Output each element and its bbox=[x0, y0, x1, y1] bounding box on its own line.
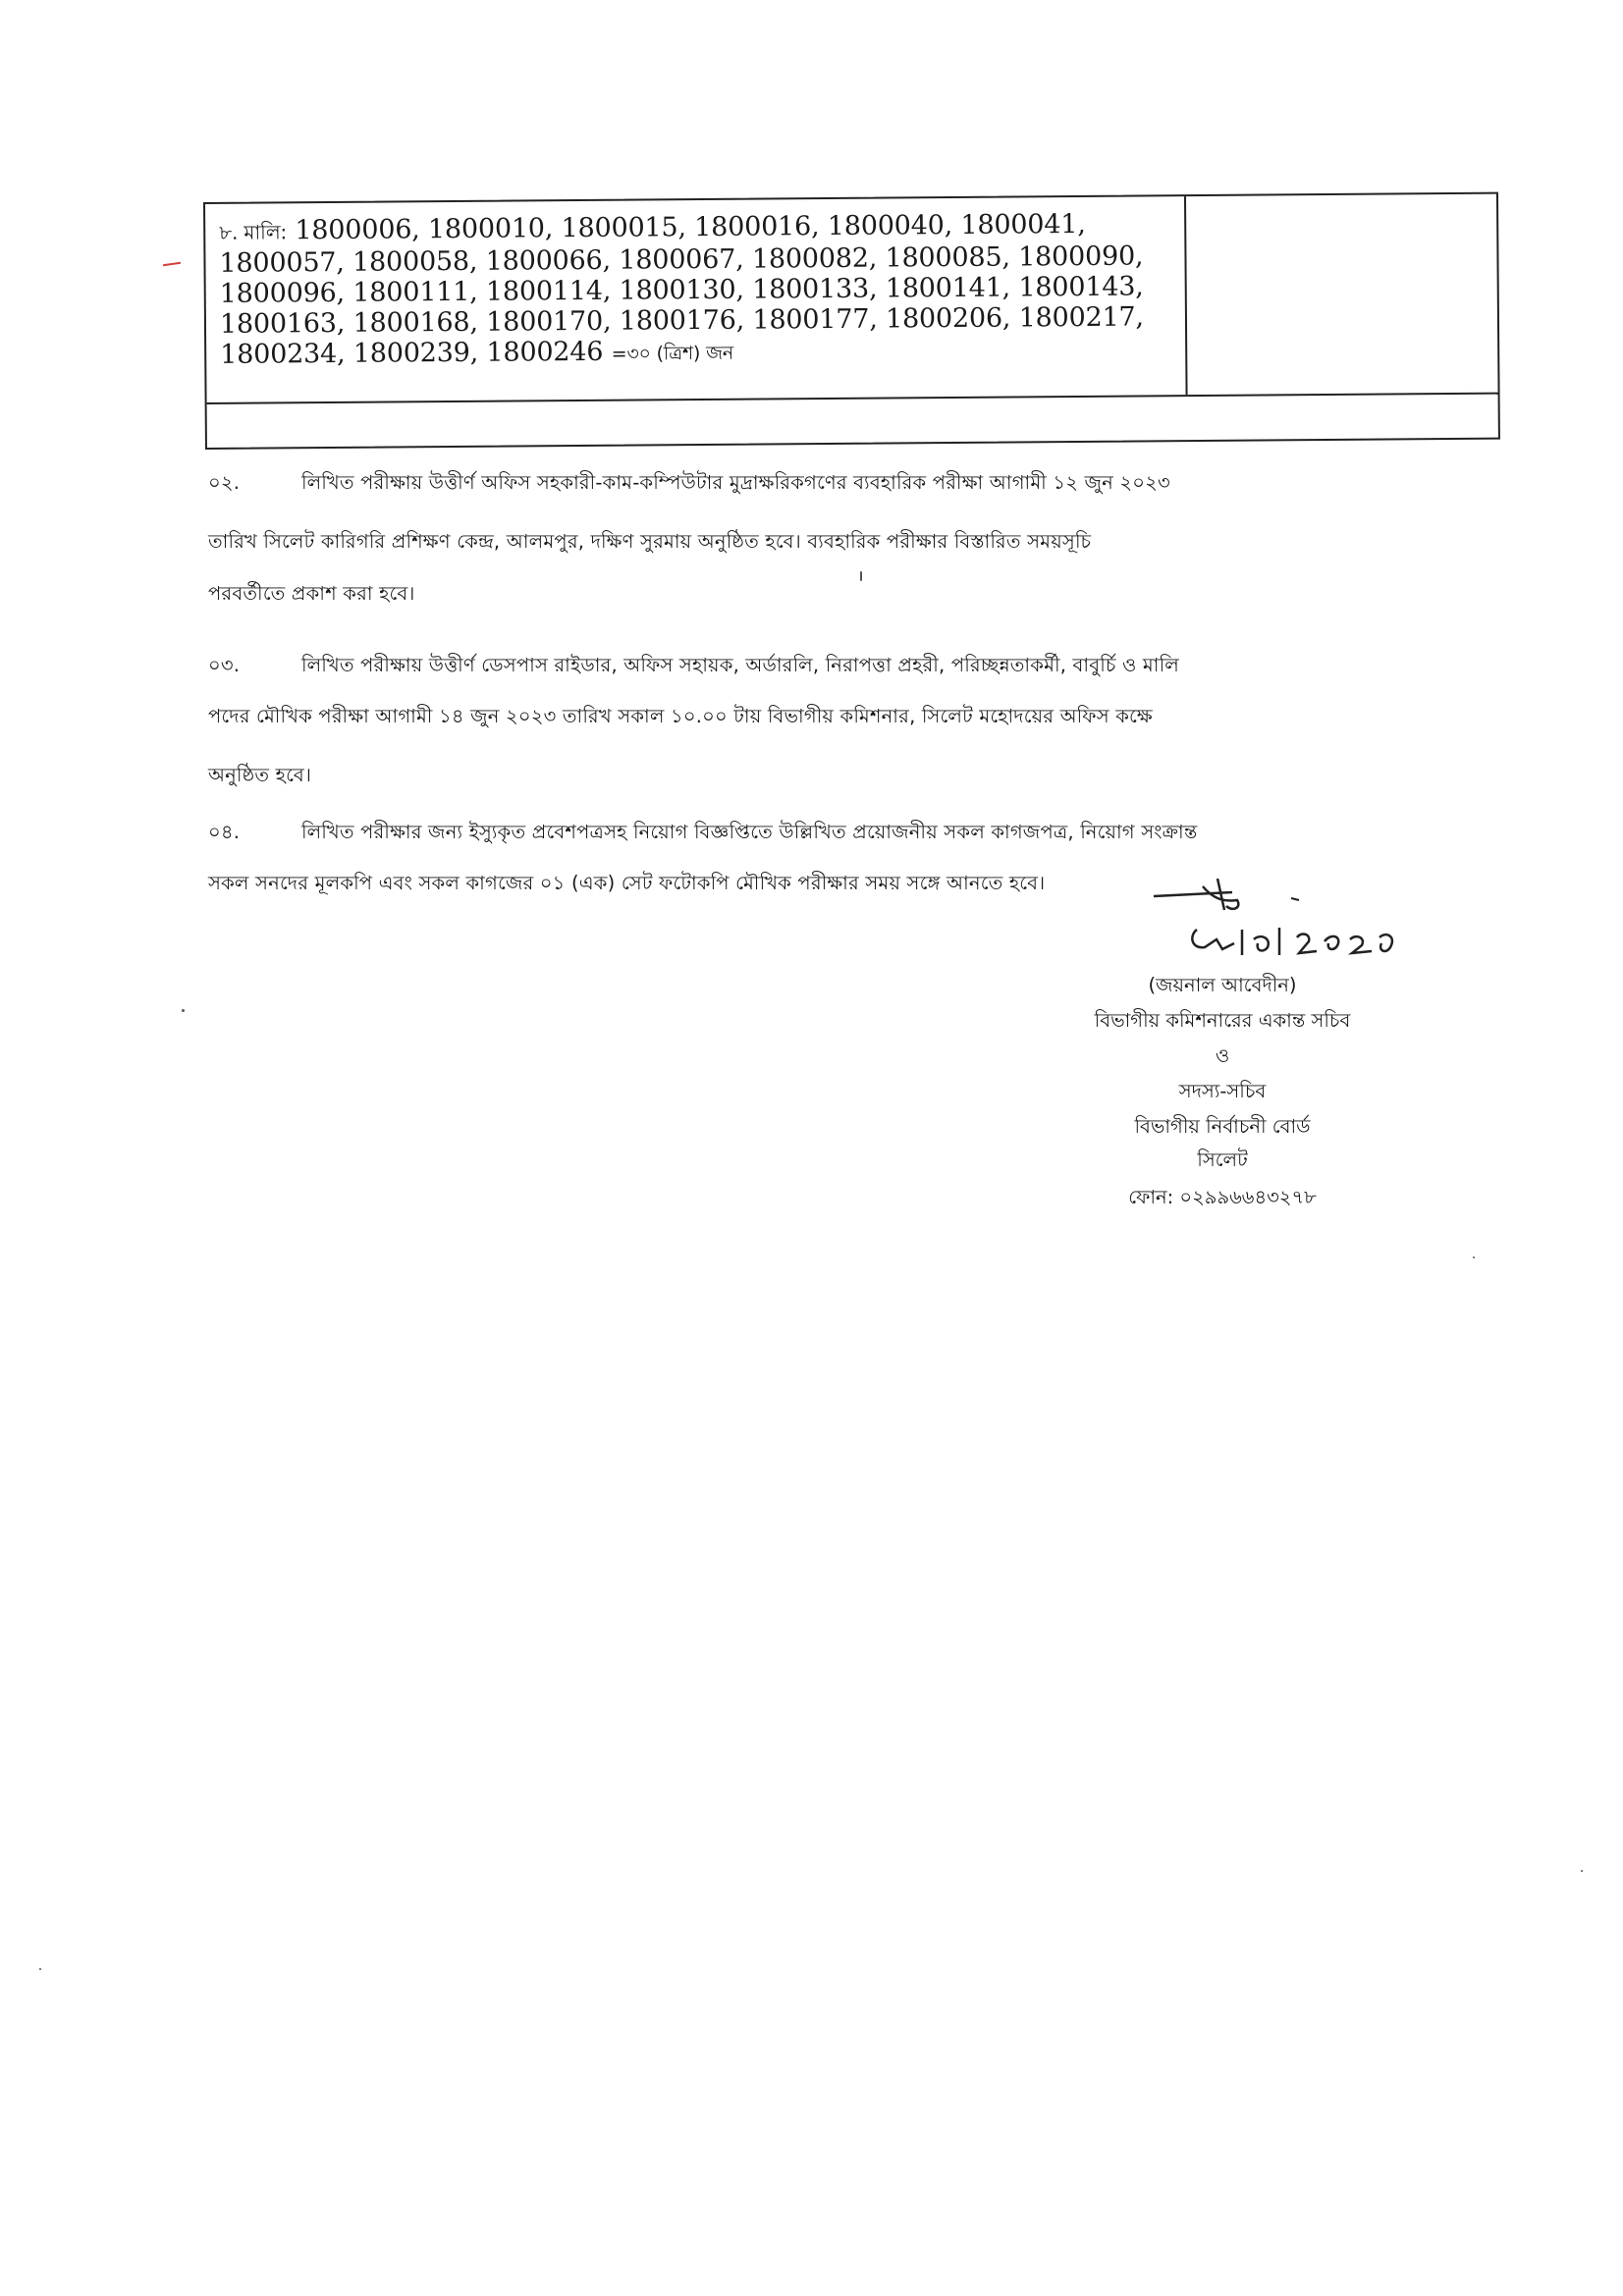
paragraph-03-line-1 bbox=[208, 652, 1179, 683]
scan-speck bbox=[39, 1968, 41, 1970]
mali-numbers-3: 1800096, 1800111, 1800114, 1800130, 1800133, 1800141, 1800143, bbox=[219, 271, 1144, 309]
paragraph-03-line-2: পদের মৌখিক পরীক্ষা আগামী ১৪ জুন ২০২৩ তারিখ সকাল ১০.০০ টায় বিভাগীয় কমিশনার, সিলেট মহোদয়ের অফিস কক্ষে bbox=[208, 705, 1153, 727]
paragraph-04-line-1 bbox=[208, 819, 1197, 850]
mali-numbers-5: 1800234, 1800239, 1800246 bbox=[220, 336, 604, 370]
signatory-conjunction: ও bbox=[1215, 1044, 1230, 1067]
paragraph-02-line-2: তারিখ সিলেট কারিগরি প্রশিক্ষণ কেন্দ্র, আলমপুর, দক্ষিণ সুরমায় অনুষ্ঠিত হবে। ব্যবহারিক পরীক্ষার বিস্তারিত সময়সূচি bbox=[208, 530, 1092, 553]
mali-numbers-4: 1800163, 1800168, 1800170, 1800176, 1800177, 1800206, 1800217, bbox=[219, 301, 1144, 340]
red-margin-mark bbox=[163, 262, 181, 266]
signature-svg bbox=[1144, 879, 1429, 977]
signatory-designation: বিভাগীয় কমিশনারের একান্ত সচিব bbox=[1094, 1009, 1351, 1032]
mali-label: ৮. মালি: bbox=[219, 220, 288, 244]
table-row-mali bbox=[219, 208, 1182, 373]
signatory-board: বিভাগীয় নির্বাচনী বোর্ড bbox=[1134, 1115, 1311, 1138]
scan-speck bbox=[182, 1009, 185, 1012]
mali-numbers-2: 1800057, 1800058, 1800066, 1800067, 1800082, 1800085, 1800090, bbox=[219, 240, 1144, 279]
paragraph-02-line-1 bbox=[208, 469, 1170, 501]
paragraph-number: ০২. bbox=[208, 471, 241, 494]
paragraph-03-line-3: অনুষ্ঠিত হবে। bbox=[208, 764, 312, 786]
candidate-table bbox=[203, 192, 1500, 450]
paragraph-text: লিখিত পরীক্ষায় উত্তীর্ণ ডেসপাস রাইডার, অফিস সহায়ক, অর্ডারলি, নিরাপত্তা প্রহরী, পরিচ্ছন্নতাকর্মী, বাবুর্চি ও মালি bbox=[301, 654, 1179, 676]
signatory-city: সিলেট bbox=[1197, 1148, 1248, 1171]
paragraph-number: ০৪. bbox=[208, 821, 241, 843]
signatory-phone: ফোন: ০২৯৯৬৬৪৩২৭৮ bbox=[1128, 1186, 1317, 1208]
mali-numbers-1: 1800006, 1800010, 1800015, 1800016, 1800040, 1800041, bbox=[295, 208, 1086, 246]
signatory-member-secretary: সদস্য-সচিব bbox=[1178, 1080, 1267, 1102]
scan-speck bbox=[860, 571, 862, 581]
signatory-name: (জয়নাল আবেদীন) bbox=[1148, 974, 1297, 996]
paragraph-text: লিখিত পরীক্ষার জন্য ইস্যুকৃত প্রবেশপত্রসহ নিয়োগ বিজ্ঞপ্তিতে উল্লিখিত প্রয়োজনীয় সকল কাগজপত্র, নিয়োগ সংক্রান্ত bbox=[301, 821, 1198, 843]
signature-date bbox=[1144, 879, 1150, 880]
paragraph-04-line-2: সকল সনদের মূলকপি এবং সকল কাগজের ০১ (এক) সেট ফটোকপি মৌখিক পরীক্ষার সময় সঙ্গে আনতে হবে। bbox=[208, 872, 1046, 894]
paragraph-text: লিখিত পরীক্ষায় উত্তীর্ণ অফিস সহকারী-কাম-কম্পিউটার মুদ্রাক্ষরিকগণের ব্যবহারিক পরীক্ষা আগামী ১২ জুন ২০২৩ bbox=[301, 471, 1170, 494]
scan-speck bbox=[1581, 1870, 1583, 1872]
handwritten-signature bbox=[1144, 879, 1429, 981]
paragraph-02-line-3: পরবর্তীতে প্রকাশ করা হবে। bbox=[208, 582, 415, 605]
scan-speck bbox=[1473, 1256, 1475, 1258]
paragraph-number: ০৩. bbox=[208, 654, 241, 676]
mali-total: =৩০ (ত্রিশ) জন bbox=[611, 342, 734, 365]
